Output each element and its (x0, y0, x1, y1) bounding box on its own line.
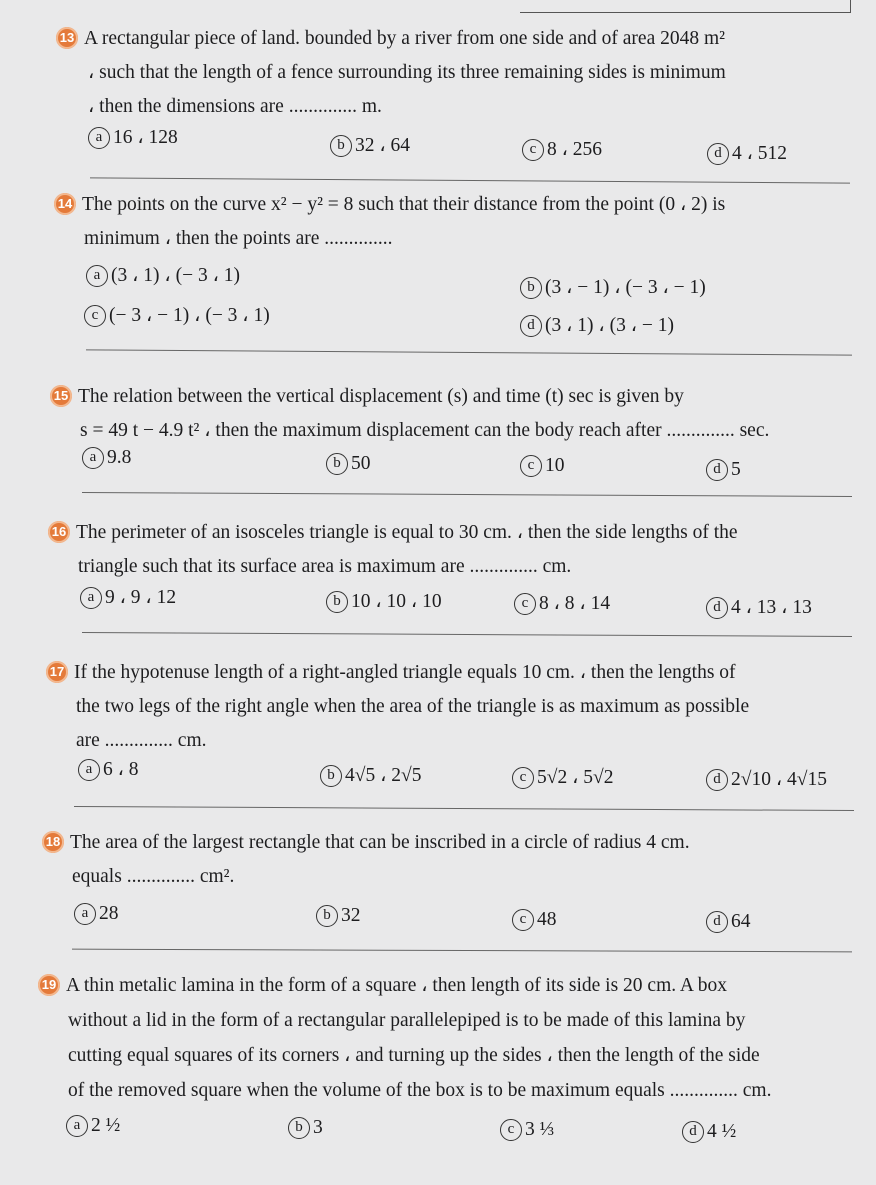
question-number-badge: 16 (48, 521, 70, 543)
question-number-badge: 13 (56, 27, 78, 49)
option-text: 32 ، 64 (355, 135, 411, 156)
option-text: 4 ، 512 (732, 143, 788, 164)
option-text: 48 (537, 909, 557, 930)
option-letter-d: d (520, 315, 542, 337)
option-b[interactable] (316, 902, 361, 930)
option-c[interactable] (520, 452, 565, 480)
option-c[interactable] (512, 764, 613, 792)
option-d[interactable] (682, 1118, 736, 1146)
question-divider (72, 949, 852, 953)
question-18-text (42, 826, 690, 894)
question-line: without a lid in the form of a rectangular parallelepiped is to be made of this lamina by (68, 1010, 746, 1031)
option-letter-b: b (330, 135, 352, 157)
option-text: 6 ، 8 (103, 759, 139, 780)
option-letter-a: a (82, 447, 104, 469)
option-text: 4 ، 13 ، 13 (731, 597, 812, 618)
option-text: 64 (731, 911, 751, 932)
option-letter-b: b (316, 905, 338, 927)
question-line: equals .............. cm². (72, 866, 235, 887)
option-letter-a: a (66, 1115, 88, 1137)
option-a[interactable] (66, 1112, 120, 1140)
option-b[interactable] (326, 588, 442, 616)
option-d[interactable] (706, 594, 812, 622)
option-letter-b: b (288, 1117, 310, 1139)
option-d[interactable] (706, 766, 827, 794)
option-c[interactable] (84, 302, 270, 330)
option-text: 2√10 ، 4√15 (731, 769, 827, 790)
option-d[interactable] (707, 140, 787, 168)
option-c[interactable] (500, 1116, 554, 1144)
option-text: (3 ، 1) ، (− 3 ، 1) (111, 265, 240, 286)
question-line: The area of the largest rectangle that can be inscribed in a circle of radius 4 cm. (70, 832, 690, 853)
option-letter-d: d (707, 143, 729, 165)
question-line: A rectangular piece of land. bounded by a river from one side and of area 2048 m² (84, 28, 725, 49)
option-text: 9 ، 9 ، 12 (105, 587, 177, 608)
question-17-text (46, 656, 749, 758)
option-c[interactable] (522, 136, 602, 164)
question-line: If the hypotenuse length of a right-angled triangle equals 10 cm. ، then the lengths of (74, 662, 736, 683)
question-line: minimum ، then the points are .............. (84, 228, 393, 249)
question-line: cutting equal squares of its corners ، and turning up the sides ، then the length of the side (68, 1045, 760, 1066)
option-text: 5 (731, 459, 741, 480)
option-c[interactable] (512, 906, 557, 934)
option-text: 3 ⅓ (525, 1119, 555, 1140)
option-b[interactable] (288, 1114, 323, 1142)
option-letter-c: c (520, 455, 542, 477)
option-text: 50 (351, 453, 371, 474)
option-letter-c: c (512, 767, 534, 789)
option-text: (3 ، 1) ، (3 ، − 1) (545, 315, 674, 336)
option-b[interactable] (520, 274, 706, 302)
question-number-badge: 17 (46, 661, 68, 683)
question-line: the two legs of the right angle when the area of the triangle is as maximum as possible (76, 696, 750, 717)
question-line: triangle such that its surface area is maximum are .............. cm. (78, 556, 572, 577)
option-letter-a: a (86, 265, 108, 287)
question-line: of the removed square when the volume of the box is to be maximum equals .............. cm. (68, 1080, 772, 1101)
option-a[interactable] (74, 900, 119, 928)
option-d[interactable] (706, 456, 741, 484)
option-text: 3 (313, 1117, 323, 1138)
option-letter-d: d (706, 769, 728, 791)
option-a[interactable] (82, 444, 131, 472)
question-13-text (56, 22, 726, 124)
option-letter-c: c (514, 593, 536, 615)
option-d[interactable] (706, 908, 751, 936)
option-letter-d: d (682, 1121, 704, 1143)
question-divider (86, 349, 852, 355)
option-letter-c: c (84, 305, 106, 327)
question-line: ، then the dimensions are .............. m. (88, 96, 382, 117)
option-text: 5√2 ، 5√2 (537, 767, 614, 788)
question-19-text (38, 968, 771, 1108)
question-line: A thin metalic lamina in the form of a square ، then length of its side is 20 cm. A box (66, 975, 728, 996)
option-text: (− 3 ، − 1) ، (− 3 ، 1) (109, 305, 270, 326)
question-number-badge: 18 (42, 831, 64, 853)
option-letter-d: d (706, 597, 728, 619)
question-divider (74, 806, 854, 811)
option-letter-c: c (512, 909, 534, 931)
option-text: 10 (545, 455, 565, 476)
option-a[interactable] (86, 262, 240, 290)
question-line: s = 49 t − 4.9 t² ، then the maximum displacement can the body reach after .............. sec. (80, 420, 770, 441)
option-letter-c: c (500, 1119, 522, 1141)
option-letter-b: b (320, 765, 342, 787)
option-letter-d: d (706, 911, 728, 933)
option-text: 28 (99, 903, 119, 924)
option-letter-b: b (520, 277, 542, 299)
option-letter-a: a (88, 127, 110, 149)
option-text: 4 ½ (707, 1121, 737, 1142)
option-text: 8 ، 256 (547, 139, 603, 160)
option-text: 16 ، 128 (113, 127, 178, 148)
option-b[interactable] (326, 450, 371, 478)
question-line: are .............. cm. (76, 730, 207, 751)
option-text: (3 ، − 1) ، (− 3 ، − 1) (545, 277, 706, 298)
option-text: 9.8 (107, 447, 132, 468)
question-15-text (50, 380, 769, 448)
question-line: ، such that the length of a fence surrounding its three remaining sides is minimum (88, 62, 726, 83)
option-letter-d: d (706, 459, 728, 481)
question-number-badge: 14 (54, 193, 76, 215)
option-b[interactable] (330, 132, 410, 160)
option-b[interactable] (320, 762, 421, 790)
question-divider (82, 632, 852, 637)
option-letter-c: c (522, 139, 544, 161)
question-16-text (48, 516, 738, 584)
option-text: 4√5 ، 2√5 (345, 765, 422, 786)
option-a[interactable] (80, 584, 176, 612)
option-a[interactable] (78, 756, 139, 784)
option-letter-a: a (74, 903, 96, 925)
question-number-badge: 15 (50, 385, 72, 407)
option-text: 8 ، 8 ، 14 (539, 593, 611, 614)
option-text: 10 ، 10 ، 10 (351, 591, 442, 612)
question-divider (82, 492, 852, 497)
question-line: The perimeter of an isosceles triangle is equal to 30 cm. ، then the side lengths of the (76, 522, 738, 543)
option-c[interactable] (514, 590, 610, 618)
question-line: The relation between the vertical displacement (s) and time (t) sec is given by (78, 386, 684, 407)
question-14-text (54, 188, 725, 256)
option-letter-b: b (326, 591, 348, 613)
page-top-tick (850, 0, 851, 13)
question-number-badge: 19 (38, 974, 60, 996)
question-line: The points on the curve x² − y² = 8 such that their distance from the point (0 ، 2) is (82, 194, 726, 215)
option-d[interactable] (520, 312, 674, 340)
option-letter-a: a (80, 587, 102, 609)
option-text: 32 (341, 905, 361, 926)
option-text: 2 ½ (91, 1115, 121, 1136)
question-divider (90, 177, 850, 183)
option-letter-a: a (78, 759, 100, 781)
page-top-rule (520, 12, 850, 13)
option-a[interactable] (88, 124, 178, 152)
option-letter-b: b (326, 453, 348, 475)
